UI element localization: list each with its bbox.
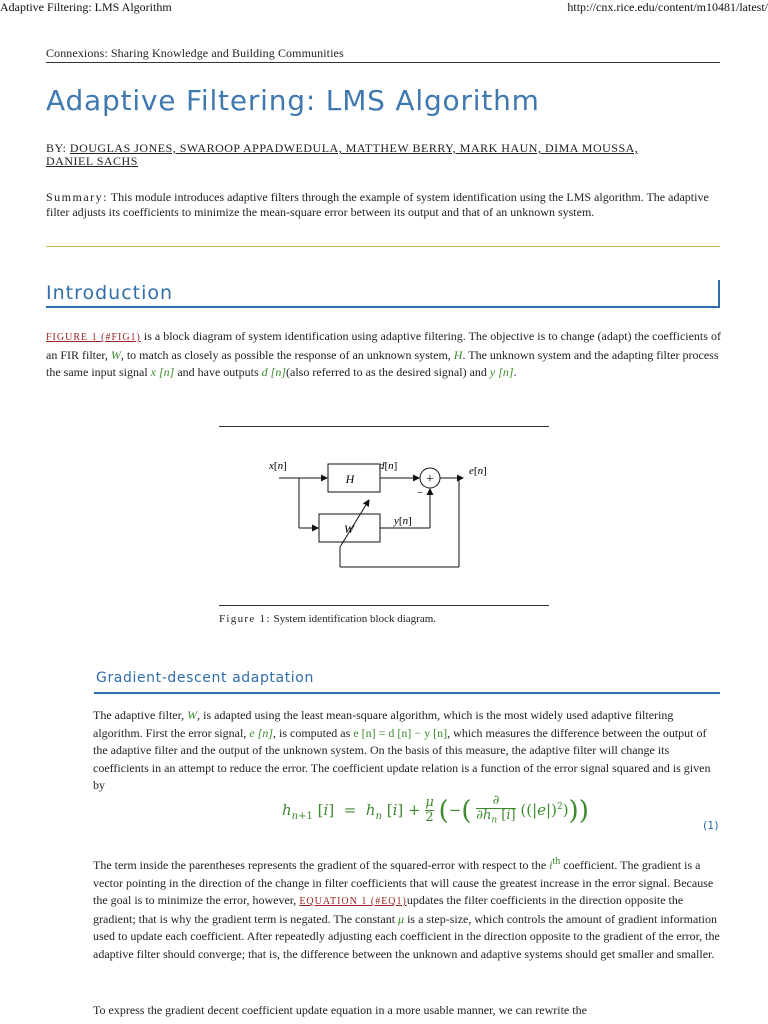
symbol-x-n: x [n]: [150, 365, 175, 379]
equation-1: $h_{n+1}$ $[i] = h_n$ $[i] + \frac{\mu}{2}$ (−( ∂ $\partial h_n$ [i] $((|e|)^2)$)): [282, 793, 589, 826]
section-heading-introduction: Introduction: [46, 282, 174, 304]
block-label-W: W: [344, 522, 354, 536]
block-label-H: H: [345, 472, 355, 486]
plus-sign: +: [426, 472, 434, 487]
caption-label: Figure 1:: [219, 613, 271, 625]
byline-prefix: BY:: [46, 141, 67, 155]
page-title: Adaptive Filtering: LMS Algorithm: [46, 84, 540, 117]
caption-text: System identification block diagram.: [273, 613, 437, 625]
label-d-n: d[n]: [379, 460, 398, 472]
equation-1-link[interactable]: EQUATION 1 (#EQ1): [299, 896, 407, 907]
symbol-d-n: d [n]: [261, 365, 286, 379]
print-header-title: Adaptive Filtering: LMS Algorithm: [0, 0, 172, 14]
print-header-url: http://cnx.rice.edu/content/m10481/latest/: [567, 0, 768, 14]
label-e-n: e[n]: [469, 465, 487, 477]
label-y-n: y[n]: [394, 515, 412, 527]
intro-text-2: , to match as closely as possible the response of an unknown system,: [120, 347, 451, 362]
intro-text-5: (also referred to as the desired signal) and: [286, 365, 487, 379]
intro-text-1: is a block diagram of system identification using adaptive filtering. The objective is to change (adapt) the coefficients of an FIR filter,: [46, 329, 721, 362]
figure-1-link[interactable]: FIGURE 1 (#FIG1): [46, 332, 141, 343]
figure-top-rule: [219, 426, 549, 427]
intro-paragraph: [46, 328, 726, 382]
site-divider: [46, 62, 720, 63]
intro-text-3: . The unknown system and the adapting filter process the same input signal: [46, 347, 719, 379]
symbol-H: H: [453, 347, 463, 362]
gradient-paragraph-2: The term inside the parentheses represents the gradient of the squared-error with respect to the $i^{th}$ coefficient. The gradient is a vector pointing in the direction of the change in filter coefficients that will cause the greatest increase in the error signal. Because the goal is to minimize the error, however, EQUATION 1 (#EQ1)updates the filter coefficients in the direction opposite the gradient; that is why the gradient term is negated. The constant μ is a step-size, which controls the amount of gradient information used to update each coefficient. After repeatedly adjusting each coefficient in the direction opposite to the gradient of the error, the adaptive filter should converge; that is, the difference between the unknown and adaptive systems should get smaller and smaller.: [93, 856, 720, 961]
block-diagram: [219, 436, 549, 596]
symbol-ith: $i^{th}$: [549, 856, 561, 872]
print-header: [0, 0, 768, 16]
gradient-paragraph-1: The adaptive filter, W, is adapted using the least mean-square algorithm, which is the most widely used adaptive filtering algorithm. First the error signal, e [n], is computed as e [n] = d [n] − y [n], which measures the difference between the output of the adaptive filter and the output of the unknown system. On the basis of this measure, the adaptive filter will change its coefficients in an attempt to reduce the error. The coefficient update relation is a function of the error signal squared and is given by: [93, 708, 711, 792]
summary-label: Summary:: [46, 190, 108, 204]
symbol-W: W: [110, 347, 121, 362]
symbol-e-n: e [n]: [249, 725, 273, 740]
equation-number: (1): [703, 819, 719, 832]
figure-bottom-rule: [219, 605, 549, 606]
site-name: Connexions: Sharing Knowledge and Building Communities: [46, 46, 344, 60]
subsection-underline: [94, 692, 720, 694]
symbol-W: W: [187, 708, 198, 722]
author-links[interactable]: DOUGLAS JONES, SWAROOP APPADWEDULA, MATTHEW BERRY, MARK HAUN, DIMA MOUSSA, DANIEL SACHS: [46, 141, 639, 168]
intro-text-6: .: [513, 365, 517, 379]
minus-sign: −: [416, 487, 424, 499]
inline-equation: e [n] = d [n] − y [n]: [353, 725, 448, 740]
symbol-y-n: y [n]: [489, 365, 514, 379]
summary-divider: [46, 246, 720, 247]
label-x-n: x[n]: [269, 460, 287, 472]
section-underline: [46, 306, 720, 308]
intro-text-4: and have outputs: [177, 365, 259, 379]
gradient-paragraph-3: To express the gradient decent coefficient update equation in a more usable manner, we can rewrite the: [93, 1003, 587, 1017]
byline: [46, 142, 686, 168]
figure-caption: [219, 613, 436, 625]
summary-text: This module introduces adaptive filters through the example of system identification using the LMS algorithm. The adaptive filter adjusts its coefficients to minimize the mean-square error between its output and that of an unknown system.: [46, 190, 709, 219]
section-heading-gradient: Gradient-descent adaptation: [96, 670, 314, 686]
summary: [46, 190, 726, 220]
symbol-mu: μ: [398, 911, 405, 926]
section-corner: [718, 280, 720, 308]
